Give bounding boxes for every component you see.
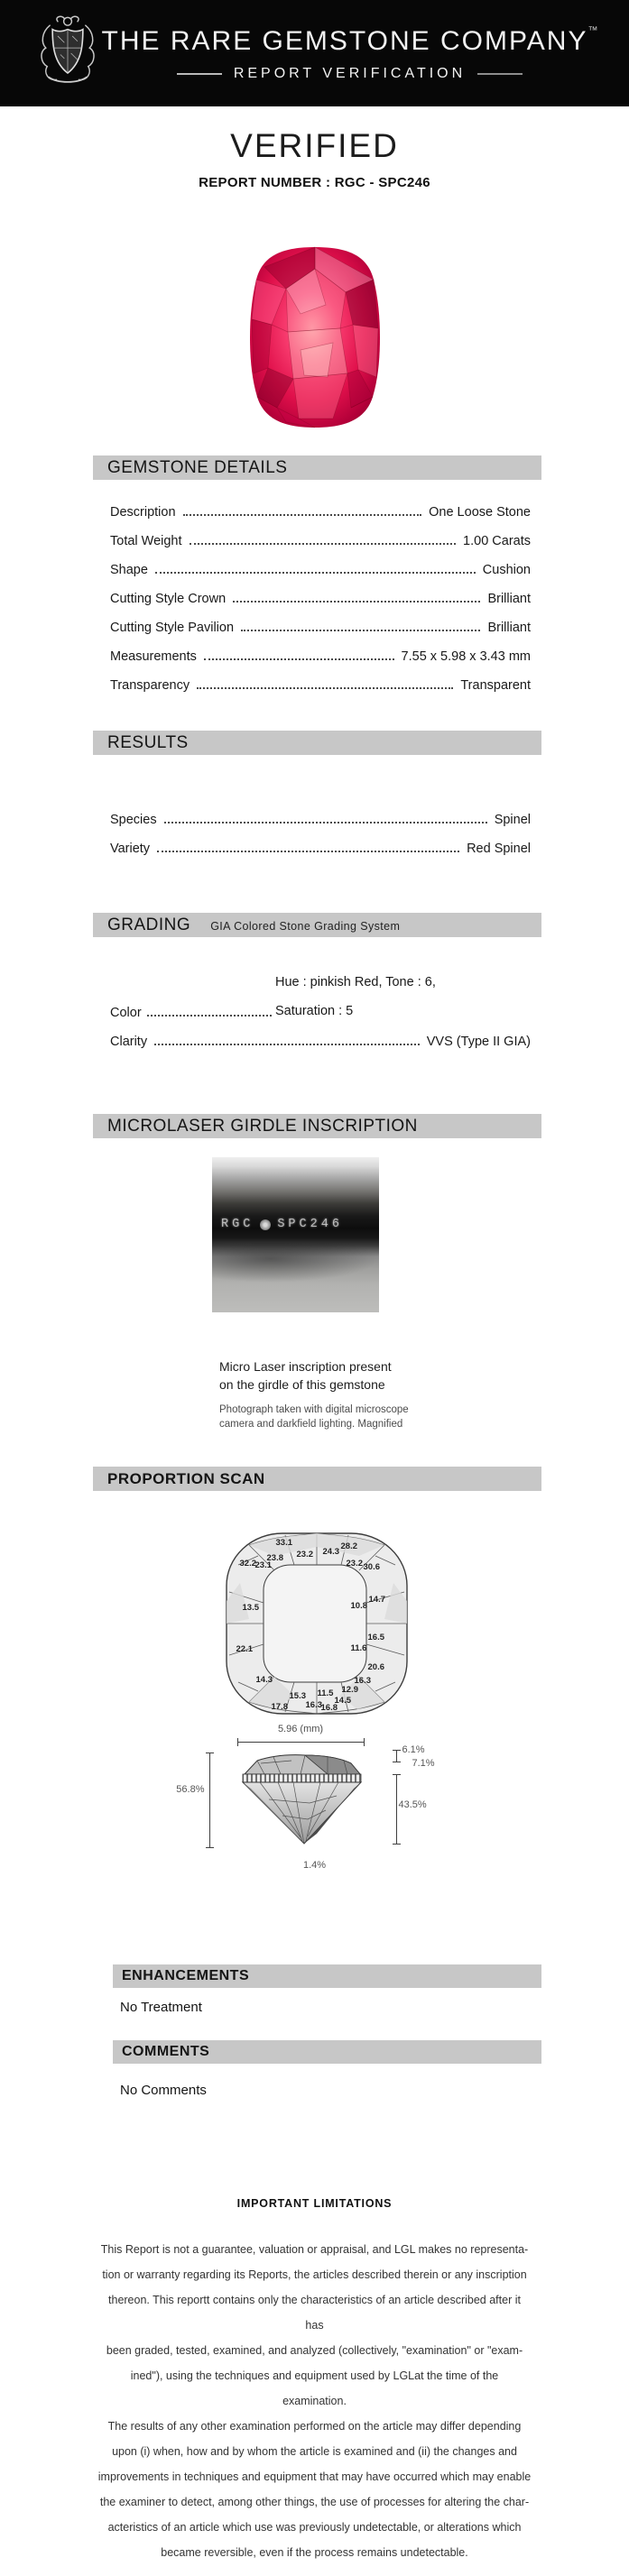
- header: [0, 0, 629, 106]
- detail-label: Shape: [110, 563, 148, 577]
- facet-angle-label: 23.1: [254, 1560, 272, 1570]
- facet-angle-label: 16.8: [320, 1703, 338, 1713]
- caption-line2: on the girdle of this gemstone: [219, 1377, 385, 1392]
- crown-facet-labels: [222, 1529, 412, 1718]
- detail-value: Cushion: [482, 563, 531, 577]
- detail-label: Cutting Style Crown: [110, 592, 227, 606]
- detail-row: [110, 804, 531, 833]
- limitations-line: became reversible, even if the process remains undetectable.: [161, 2546, 468, 2559]
- limitations-line: been graded, tested, examined, and analyzed (collectively, "examination" or "exam-: [106, 2344, 523, 2357]
- depth-dimension-line: [209, 1753, 210, 1848]
- facet-angle-label: 16.5: [367, 1633, 384, 1642]
- dotted-leader: [233, 601, 480, 603]
- facet-angle-label: 14.5: [334, 1696, 351, 1706]
- detail-label: Variety: [110, 842, 151, 856]
- detail-row: [110, 496, 531, 525]
- facet-angle-label: 24.3: [322, 1547, 339, 1557]
- color-value-line2: Saturation : 5: [275, 1004, 354, 1018]
- width-dimension-label: 5.96 (mm): [277, 1724, 324, 1734]
- limitations-line: the examiner to detect, among other things, the use of processes for altering the char-: [99, 2496, 530, 2508]
- girdle-percent-label: 6.1%: [402, 1744, 425, 1755]
- detail-label: Cutting Style Pavilion: [110, 621, 235, 635]
- dotted-leader: [183, 514, 422, 516]
- girdle-dimension-line: [396, 1750, 397, 1762]
- facet-angle-label: 10.8: [350, 1601, 367, 1611]
- verified-status: VERIFIED: [230, 127, 399, 164]
- crest-icon: [38, 12, 97, 95]
- microlaser-note: [219, 1403, 629, 1431]
- section-title: RESULTS: [107, 733, 189, 752]
- section-header-microlaser: [93, 1114, 541, 1138]
- gemstone-photo: [246, 242, 384, 433]
- facet-angle-label: 16.3: [305, 1700, 322, 1710]
- results-rows: [110, 804, 531, 861]
- crown-view-diagram: [222, 1529, 412, 1718]
- facet-angle-label: 22.1: [236, 1644, 253, 1654]
- pavilion-percent-label: 43.5%: [398, 1799, 427, 1810]
- detail-label: Species: [110, 813, 157, 827]
- detail-row: [110, 525, 531, 554]
- limitations-line: acteristics of an article which use was previously undetectable, or alterations which: [107, 2521, 522, 2534]
- detail-label: Color: [110, 1006, 142, 1020]
- facet-angle-label: 12.9: [341, 1685, 358, 1695]
- facet-angle-label: 11.6: [350, 1643, 367, 1653]
- detail-value: Spinel: [494, 813, 531, 827]
- girdle-inscription-text: [221, 1218, 374, 1231]
- report-verification-line: [177, 66, 523, 82]
- section-header-enhancements: [113, 1964, 541, 1988]
- microlaser-photo: [212, 1157, 379, 1312]
- color-value-line1: Hue : pinkish Red, Tone : 6,: [275, 975, 436, 989]
- section-header-proportion-scan: [93, 1467, 541, 1491]
- clarity-row: [110, 1026, 531, 1054]
- dotted-leader: [190, 543, 457, 545]
- crown-percent-label: 7.1%: [412, 1758, 435, 1769]
- facet-angle-label: 11.5: [317, 1688, 334, 1698]
- microlaser-caption: [219, 1357, 629, 1394]
- limitations-line: ined"), using the techniques and equipment used by LGLat the time of the examination.: [130, 2369, 499, 2407]
- limitations-line: thereon. This reportt contains only the characteristics of an article described after it has: [108, 2294, 521, 2332]
- detail-value: Brilliant: [487, 621, 531, 635]
- facet-angle-label: 14.3: [255, 1675, 273, 1685]
- note-line1: Photograph taken with digital microscope: [219, 1404, 409, 1415]
- width-dimension-line: [237, 1742, 365, 1743]
- limitations-text: [98, 2237, 532, 2565]
- profile-view-diagram: [237, 1753, 366, 1848]
- detail-value: Red Spinel: [467, 842, 531, 856]
- detail-row: [110, 833, 531, 861]
- facet-angle-label: 32.2: [239, 1559, 256, 1569]
- gemstone-image: [246, 242, 384, 433]
- facet-angle-label: 33.1: [275, 1538, 292, 1548]
- detail-value: 1.00 Carats: [463, 534, 531, 548]
- detail-value: One Loose Stone: [429, 505, 531, 520]
- section-title: MICROLASER GIRDLE INSCRIPTION: [107, 1117, 418, 1136]
- facet-angle-label: 23.8: [266, 1553, 283, 1563]
- facet-angle-label: 13.5: [242, 1603, 259, 1613]
- detail-label: Measurements: [110, 649, 197, 664]
- section-header-comments: [113, 2040, 541, 2064]
- color-value: [275, 968, 436, 1026]
- section-title: PROPORTION SCAN: [107, 1470, 265, 1487]
- dotted-leader: [197, 687, 453, 689]
- pavilion-dimension-line: [396, 1774, 397, 1845]
- facet-angle-label: 15.3: [289, 1691, 306, 1701]
- detail-label: Transparency: [110, 678, 190, 693]
- facet-angle-label: 17.8: [271, 1702, 288, 1712]
- detail-row: [110, 583, 531, 612]
- facet-angle-label: 23.2: [346, 1559, 363, 1569]
- detail-row: [110, 554, 531, 583]
- dotted-leader: [157, 851, 459, 852]
- detail-label: Description: [110, 505, 176, 520]
- dotted-leader: [164, 822, 487, 823]
- report-number: REPORT NUMBER : RGC - SPC246: [199, 175, 430, 190]
- caption-line1: Micro Laser inscription present: [219, 1359, 392, 1374]
- section-title: COMMENTS: [122, 2044, 210, 2059]
- color-row: [110, 968, 531, 1026]
- total-depth-label: 56.8%: [176, 1784, 205, 1795]
- detail-row: [110, 640, 531, 669]
- limitations-line: improvements in techniques and equipment that may have occurred which may enable: [97, 2470, 532, 2483]
- culet-percent-label: 1.4%: [302, 1860, 327, 1871]
- report-verification-label: REPORT VERIFICATION: [233, 65, 467, 81]
- detail-row: [110, 612, 531, 640]
- section-header-results: [93, 731, 541, 755]
- inscription-mark: [260, 1219, 271, 1230]
- inscription-left: RGC: [221, 1218, 254, 1232]
- facet-angle-label: 20.6: [367, 1662, 384, 1672]
- dotted-leader: [204, 658, 394, 660]
- grading-system-label: GIA Colored Stone Grading System: [210, 920, 401, 933]
- section-title: GEMSTONE DETAILS: [107, 458, 288, 477]
- section-header-grading: [93, 913, 541, 937]
- left-rule: [177, 73, 222, 75]
- profile-drawing: [237, 1753, 366, 1848]
- detail-row: [110, 669, 531, 698]
- dotted-leader: [155, 572, 476, 574]
- limitations-line: This Report is not a guarantee, valuation or appraisal, and LGL makes no representa-: [100, 2243, 529, 2256]
- detail-value: 7.55 x 5.98 x 3.43 mm: [401, 649, 531, 664]
- detail-value: VVS (Type II GIA): [426, 1035, 531, 1049]
- detail-value: Brilliant: [487, 592, 531, 606]
- dotted-leader: [154, 1044, 420, 1045]
- detail-value: Transparent: [460, 678, 531, 693]
- gemstone-details-rows: [110, 496, 531, 698]
- detail-label: Total Weight: [110, 534, 182, 548]
- facet-angle-label: 28.2: [340, 1541, 357, 1551]
- section-title: ENHANCEMENTS: [122, 1968, 250, 1983]
- dotted-leader: [147, 1015, 272, 1017]
- note-line2: camera and darkfield lighting. Magnified: [219, 1419, 403, 1430]
- dotted-leader: [241, 630, 480, 631]
- trademark-symbol: ™: [587, 24, 598, 36]
- company-name: [102, 25, 598, 57]
- detail-label: Clarity: [110, 1035, 148, 1049]
- inscription-right: SPC246: [277, 1218, 343, 1232]
- facet-angle-label: 16.3: [354, 1676, 371, 1686]
- comments-value: No Comments: [120, 2083, 207, 2098]
- proportion-diagram: [103, 1524, 527, 1881]
- limitations-line: upon (i) when, how and by whom the article is examined and (ii) the changes and: [112, 2445, 517, 2458]
- grading-rows: [110, 968, 531, 1054]
- company-crest-logo[interactable]: [38, 12, 97, 95]
- facet-angle-label: 23.2: [296, 1550, 313, 1559]
- company-name-text: THE RARE GEMSTONE COMPANY: [101, 25, 588, 56]
- facet-angle-label: 14.7: [368, 1595, 385, 1605]
- section-title: GRADING: [107, 915, 191, 934]
- limitations-heading: IMPORTANT LIMITATIONS: [236, 2197, 393, 2210]
- section-header-gemstone-details: [93, 455, 541, 480]
- limitations-line: tion or warranty regarding its Reports, the articles described therein or any inscription: [102, 2268, 527, 2281]
- right-rule: [477, 73, 523, 75]
- facet-angle-label: 30.6: [363, 1562, 380, 1572]
- header-text: [97, 25, 602, 82]
- enhancements-value: No Treatment: [120, 2000, 202, 2015]
- limitations-line: The results of any other examination performed on the article may differ depending: [107, 2420, 522, 2433]
